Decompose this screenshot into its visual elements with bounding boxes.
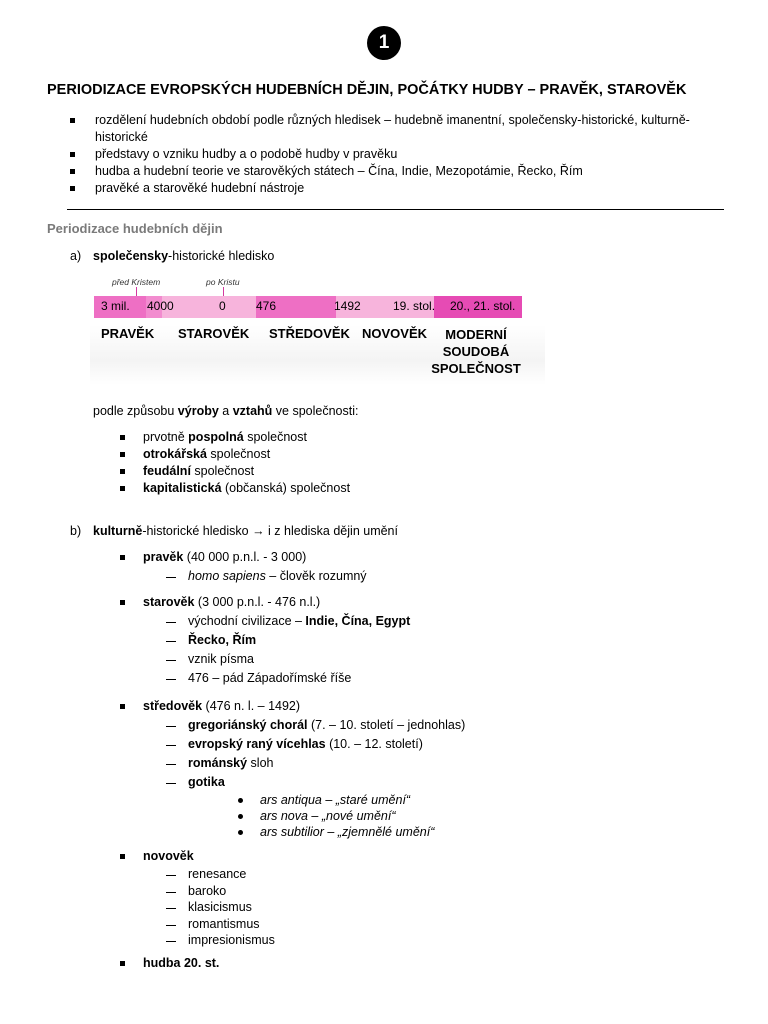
list-item [120,593,410,612]
list-item [120,916,275,933]
dash-icon [166,875,176,876]
part-b-label: b) [70,524,82,538]
bold-text: hudba 20. st. [143,956,220,970]
list-item-text: představy o vzniku hudby a o podobě hudby v pravěku [95,147,398,161]
timeline-value: 3 mil. [101,299,130,313]
text: prvotně [143,430,189,444]
timeline-value: 476 [256,299,277,313]
timeline-value: 0 [219,299,226,313]
list-item [120,612,410,631]
bold-text: pravěk [143,550,184,564]
text: romantismus [188,916,260,931]
dash-icon [166,892,176,893]
bullet-icon [70,152,75,157]
list-item [120,631,410,650]
dash-icon [166,679,176,680]
page-title: PERIODIZACE EVROPSKÝCH HUDEBNÍCH DĚJIN, POČÁTKY HUDBY – PRAVĚK, STAROVĚK [47,82,687,98]
text: (3 000 p.n.l. - 476 n.l.) [194,595,321,609]
bold-text: evropský raný vícehlas [188,737,326,751]
era-label: PRAVĚK [101,326,155,341]
bold-text: gregoriánský chorál [188,718,308,732]
list-item [120,716,465,735]
bullet-icon [120,600,125,605]
part-a-label: a) [70,249,82,263]
text: (40 000 p.n.l. - 3 000) [183,550,307,564]
text: a [218,404,233,418]
bold-text: gotika [188,775,225,789]
bold-text: vztahů [232,404,273,418]
part-a-heading [93,249,274,263]
list-item [120,866,275,883]
list-item [120,567,367,586]
text: baroko [188,883,227,898]
text: ars antiqua – „staré umění“ [260,793,411,807]
bold-text: románský [188,756,248,770]
list-item [120,548,367,567]
bullet-icon [120,435,125,440]
text: sloh [247,756,274,770]
bullet-icon [120,486,125,491]
dash-icon [166,577,176,578]
text: východní civilizace – [188,614,306,628]
timeline-value: 4000 [147,299,174,313]
text: impresionismus [188,933,275,947]
bold-text: pospolná [188,430,244,444]
text: (7. – 10. století – jednohlas) [307,718,466,732]
outline-novovek [120,847,275,949]
bullet-icon [120,961,125,966]
list-item [120,773,465,792]
part-b-heading-rest: -historické hledisko → i z hlediska dějin umění [142,524,398,538]
list-item [120,883,275,900]
bold-text: starověk [143,595,195,609]
timeline-note-after: po Kristu [206,277,240,287]
bullet-icon [70,186,75,191]
bullet-dot-icon [238,830,243,835]
bold-text: otrokářská [143,447,207,461]
list-item [120,899,275,916]
list-item [120,847,275,866]
text: ve společnosti: [272,404,359,418]
text: podle způsobu [93,404,178,418]
bullet-icon [70,118,75,123]
timeline-note-before: před Kristem [112,277,161,287]
list-item [70,112,690,146]
chapter-number-badge: 1 [367,26,401,60]
italic-text: homo sapiens [188,569,266,583]
list-item [120,735,465,754]
list-item-text: pravěké a starověké hudební nástroje [95,181,305,195]
era-label: STŘEDOVĚK [269,326,350,341]
bold-text: středověk [143,699,203,713]
dash-icon [166,908,176,909]
list-item [120,932,275,949]
timeline-value: 1492 [334,299,361,313]
text: klasicismus [188,900,252,914]
bullet-icon [120,555,125,560]
list-item [120,697,465,716]
era-label: NOVOVĚK [362,326,428,341]
bullet-icon [120,854,125,859]
text: společnost [243,430,307,444]
list-item-text: rozdělení hudebních období podle různých hledisek – hudebně imanentní, společensky-historické, kulturně-historické [95,113,690,144]
list-item [120,754,465,773]
part-b-heading [93,524,398,538]
text: (10. – 12. století) [325,737,423,751]
list-item [120,463,350,480]
outline-stredovek [120,697,465,840]
outline-pravek [120,548,367,586]
list-item [120,808,465,824]
list-item [70,146,690,163]
bold-text: Indie, Čína, Egypt [305,614,411,628]
era-label-line: SOUDOBÁ [442,344,510,359]
bullet-dot-icon [238,814,243,819]
list-item [70,180,690,197]
bold-text: Řecko, Řím [188,633,257,647]
bold-text: kapitalistická [143,481,222,495]
bullet-icon [120,452,125,457]
era-label: STAROVĚK [178,326,250,341]
dash-icon [166,764,176,765]
bold-text: výroby [177,404,219,418]
bullet-icon [120,469,125,474]
part-a-heading-rest: -historické hledisko [168,249,275,263]
list-item [70,163,690,180]
list-item [120,669,410,688]
outline-hudba-20 [120,954,219,973]
bullet-icon [120,704,125,709]
text: společnost [190,464,255,478]
outline-starovek [120,593,410,688]
timeline-value: 20., 21. stol. [450,299,516,313]
timeline-value: 19. stol. [393,299,436,313]
text: (občanská) společnost [221,481,351,495]
text: vznik písma [188,652,254,666]
bullet-icon [70,169,75,174]
bullet-dot-icon [238,798,243,803]
list-item [120,824,465,840]
dash-icon [166,641,176,642]
text: 476 – pád Západořímské říše [188,671,352,685]
list-item [120,446,350,463]
text: ars nova – „nové umění“ [260,809,396,823]
list-item-text: hudba a hudební teorie ve starověkých státech – Čína, Indie, Mezopotámie, Řecko, Řím [95,164,583,178]
dash-icon [166,622,176,623]
text: renesance [188,867,247,881]
list-item [120,954,219,973]
part-a-heading-bold: společensky [93,249,169,263]
list-item [120,480,350,497]
dash-icon [166,726,176,727]
intro-list [70,112,690,197]
dash-icon [166,941,176,942]
section-heading: Periodizace hudebních dějin [47,221,223,236]
dash-icon [166,745,176,746]
bold-text: novověk [143,849,194,863]
dash-icon [166,783,176,784]
dash-icon [166,660,176,661]
era-label-line: MODERNÍ [445,327,507,342]
era-label-line: SPOLEČNOST [431,361,521,376]
section-divider [67,209,724,210]
production-paragraph [93,404,358,418]
text: – člověk rozumný [265,569,367,583]
text: (476 n. l. – 1492) [202,699,301,713]
text: společnost [206,447,271,461]
era-label-modern [426,326,526,377]
list-item [120,792,465,808]
part-b-heading-bold: kulturně [93,524,143,538]
text: ars subtilior – „zjemnělé umění“ [260,825,435,839]
dash-icon [166,925,176,926]
society-list [120,429,350,497]
list-item [120,429,350,446]
bold-text: feudální [143,464,191,478]
list-item [120,650,410,669]
